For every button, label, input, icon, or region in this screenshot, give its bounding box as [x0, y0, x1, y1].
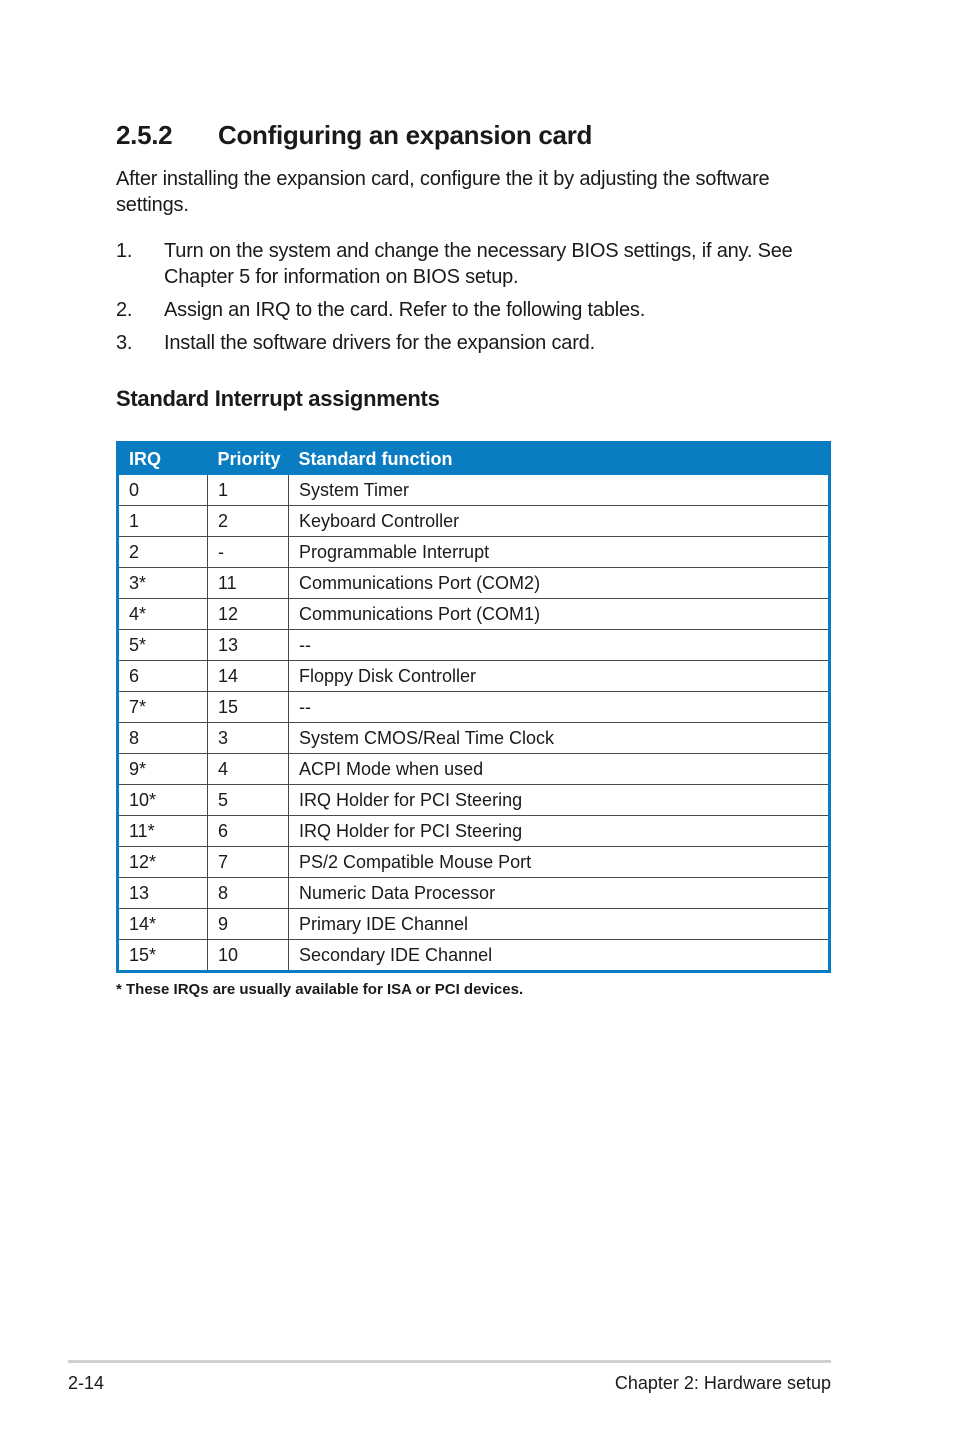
function-cell: Secondary IDE Channel: [299, 944, 493, 965]
function-cell: --: [289, 630, 830, 661]
step-item: [116, 238, 816, 290]
irq-cell: 11*: [118, 816, 208, 847]
priority-cell: 3: [208, 723, 289, 754]
table-row: [118, 754, 830, 785]
step-number: 3.: [116, 332, 133, 354]
intro-paragraph: After installing the expansion card, configure the it by adjusting the software settings.: [116, 168, 770, 216]
table-header-row: [118, 443, 830, 476]
irq-cell: 10*: [118, 785, 208, 816]
function-cell: Floppy Disk Controller: [289, 661, 830, 692]
irq-cell: 2: [118, 537, 208, 568]
page-number: 2-14: [68, 1373, 105, 1393]
irq-cell: 1: [118, 506, 208, 537]
function-cell: IRQ Holder for PCI Steering: [289, 816, 830, 847]
priority-cell: 7: [208, 847, 289, 878]
priority-cell: 4: [208, 754, 289, 785]
irq-cell: 13: [118, 878, 208, 909]
step-item: [116, 330, 816, 356]
priority-cell: -: [208, 537, 289, 568]
step-number: 1.: [116, 240, 133, 262]
irq-cell: 12*: [118, 847, 208, 878]
function-cell: Programmable Interrupt: [289, 537, 830, 568]
function-cell: Communications Port (COM1): [289, 599, 830, 630]
table-row: [118, 940, 830, 972]
irq-cell: 15*: [118, 940, 208, 972]
priority-cell: 8: [208, 878, 289, 909]
irq-cell: 9*: [118, 754, 208, 785]
table-footnote: * These IRQs are usually available for ISA or PCI devices.: [116, 981, 524, 998]
table-row: [118, 909, 830, 940]
table-row: [118, 661, 830, 692]
chapter-label: Chapter 2: Hardware setup: [614, 1373, 831, 1393]
table-row: [118, 599, 830, 630]
priority-cell: 15: [208, 692, 289, 723]
priority-cell: 13: [208, 630, 289, 661]
function-cell: Keyboard Controller: [289, 506, 830, 537]
function-cell: Communications Port (COM2): [289, 568, 830, 599]
irq-cell: 0: [118, 475, 208, 506]
table-row: [118, 630, 830, 661]
header-irq: IRQ: [118, 443, 208, 476]
function-cell: System Timer: [289, 475, 830, 506]
table-row: [118, 816, 830, 847]
steps-list: [116, 238, 816, 363]
table-body: [118, 475, 830, 972]
function-cell: ACPI Mode when used: [289, 754, 830, 785]
irq-cell: 4*: [118, 599, 208, 630]
table-row: [118, 475, 830, 506]
priority-cell: 10: [208, 940, 289, 972]
step-text: Install the software drivers for the expansion card.: [164, 332, 595, 354]
step-text: Turn on the system and change the necessary BIOS settings, if any. See Chapter 5 for information on BIOS setup.: [164, 240, 793, 288]
header-priority: Priority: [208, 443, 289, 476]
function-cell: Numeric Data Processor: [289, 878, 830, 909]
priority-cell: 9: [208, 909, 289, 940]
section-title: Configuring an expansion card: [218, 120, 593, 150]
table-title: Standard Interrupt assignments: [116, 386, 440, 411]
function-cell: PS/2 Compatible Mouse Port: [289, 847, 830, 878]
function-cell: System CMOS/Real Time Clock: [289, 723, 830, 754]
function-cell: --: [289, 692, 830, 723]
irq-cell: 6: [118, 661, 208, 692]
table-row: [118, 568, 830, 599]
irq-cell: 7*: [118, 692, 208, 723]
irq-cell: 8: [118, 723, 208, 754]
table-row: [118, 506, 830, 537]
section-number: 2.5.2: [116, 120, 173, 150]
table-row: [118, 785, 830, 816]
table-row: [118, 723, 830, 754]
priority-cell: 6: [208, 816, 289, 847]
priority-cell: 14: [208, 661, 289, 692]
irq-cell: 14*: [118, 909, 208, 940]
table-row: [118, 537, 830, 568]
table-row: [118, 692, 830, 723]
table-row: [118, 847, 830, 878]
step-text: Assign an IRQ to the card. Refer to the following tables.: [164, 299, 646, 321]
irq-cell: 3*: [118, 568, 208, 599]
priority-cell: 1: [208, 475, 289, 506]
priority-cell: 2: [208, 506, 289, 537]
footer-divider: [68, 1360, 831, 1363]
priority-cell: 12: [208, 599, 289, 630]
priority-cell: 5: [208, 785, 289, 816]
step-number: 2.: [116, 299, 133, 321]
header-function: Standard function: [289, 443, 830, 476]
function-cell: IRQ Holder for PCI Steering: [289, 785, 830, 816]
irq-cell: 5*: [118, 630, 208, 661]
table-row: [118, 878, 830, 909]
section-heading: [116, 120, 592, 151]
priority-cell: 11: [208, 568, 289, 599]
step-item: [116, 297, 816, 323]
interrupt-table: [116, 441, 831, 973]
function-cell: Primary IDE Channel: [289, 909, 830, 940]
